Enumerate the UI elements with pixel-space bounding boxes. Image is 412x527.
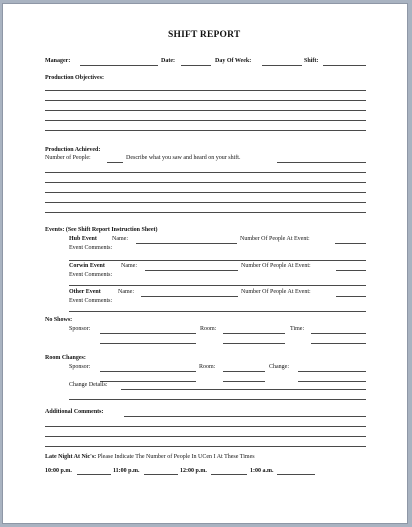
hub-name-field[interactable] [136,243,237,244]
hub-name-label: Name: [112,236,128,242]
change-details-field-2[interactable] [69,399,366,400]
achieved-line[interactable] [45,212,366,213]
hub-comments-field[interactable] [69,260,366,261]
no-shows-sponsor-label: Sponsor: [69,326,91,332]
page-title: SHIFT REPORT [168,30,241,40]
no-shows-time-field-2[interactable] [311,343,366,344]
no-shows-time-field[interactable] [311,333,366,334]
other-number-label: Number Of People At Event: [241,289,311,295]
objectives-line[interactable] [45,90,366,91]
corwin-number-field[interactable] [336,270,366,271]
achieved-line[interactable] [45,202,366,203]
report-page [2,3,408,524]
date-field[interactable] [181,65,211,66]
no-shows-room-field[interactable] [223,333,285,334]
additional-comments-label: Additional Comments: [45,409,104,415]
time-11pm-field[interactable] [144,474,178,475]
achieved-line[interactable] [45,172,366,173]
other-comments-label: Event Comments: [69,298,113,304]
day-of-week-field[interactable] [262,65,302,66]
achieved-line[interactable] [45,182,366,183]
no-shows-room-field-2[interactable] [223,343,285,344]
date-label: Date: [161,58,175,64]
change-details-label: Change Details: [69,382,108,388]
hub-number-label: Number Of People At Event: [240,236,310,242]
additional-comments-line[interactable] [45,446,366,447]
additional-comments-field[interactable] [124,416,366,417]
room-changes-sponsor-field[interactable] [100,371,196,372]
room-changes-room-field-2[interactable] [223,381,265,382]
room-changes-label: Room Changes: [45,355,86,361]
late-night-label: Late Night At Nic's: [45,454,97,460]
events-label: Events: (See Shift Report Instruction Sheet) [45,227,158,233]
room-changes-room-label: Room: [199,364,216,370]
corwin-name-label: Name: [121,263,137,269]
objectives-line[interactable] [45,110,366,111]
time-1am-label: 1:00 a.m. [250,468,274,474]
room-changes-sponsor-label: Sponsor: [69,364,91,370]
describe-shift-label: Describe what you saw and heard on your shift. [126,155,241,161]
room-changes-sponsor-field-2[interactable] [100,381,196,382]
time-12pm-field[interactable] [211,474,247,475]
objectives-line[interactable] [45,100,366,101]
other-name-label: Name: [118,289,134,295]
no-shows-label: No Shows: [45,317,73,323]
time-12pm-label: 12:00 p.m. [180,468,207,474]
shift-field[interactable] [323,65,366,66]
hub-number-field[interactable] [335,243,366,244]
late-night-row [45,454,255,460]
time-10pm-field[interactable] [77,474,111,475]
production-objectives-label: Production Objectives: [45,75,105,81]
number-of-people-label: Number of People: [45,155,91,161]
achieved-line[interactable] [45,192,366,193]
hub-comments-label: Event Comments: [69,245,113,251]
objectives-line[interactable] [45,130,366,131]
other-number-field[interactable] [336,296,366,297]
corwin-comments-field[interactable] [69,285,366,286]
other-comments-field[interactable] [69,311,366,312]
no-shows-sponsor-field[interactable] [100,333,196,334]
room-changes-room-field[interactable] [223,371,265,372]
objectives-line[interactable] [45,120,366,121]
change-details-field[interactable] [121,389,366,390]
corwin-name-field[interactable] [145,270,238,271]
shift-label: Shift: [304,58,319,64]
late-night-instruction: Please Indicate The Number of People In UCen I At These Times [97,454,255,460]
no-shows-room-label: Room: [200,326,217,332]
manager-label: Manager: [45,58,71,64]
additional-comments-line[interactable] [45,426,366,427]
day-of-week-label: Day Of Week: [215,58,252,64]
number-of-people-field[interactable] [107,162,123,163]
production-achieved-label: Production Achieved: [45,147,101,153]
corwin-event-label: Corwin Event [69,263,105,269]
time-10pm-label: 10:00 p.m. [45,468,72,474]
time-11pm-label: 11:00 p.m. [113,468,140,474]
hub-event-label: Hub Event [69,236,97,242]
other-event-label: Other Event [69,289,101,295]
no-shows-sponsor-field-2[interactable] [100,343,196,344]
manager-field[interactable] [80,65,158,66]
time-1am-field[interactable] [277,474,315,475]
other-name-field[interactable] [141,296,238,297]
room-changes-change-field[interactable] [298,371,366,372]
additional-comments-line[interactable] [45,436,366,437]
corwin-comments-label: Event Comments: [69,272,113,278]
room-changes-change-field-2[interactable] [298,381,366,382]
room-changes-change-label: Change: [269,364,289,370]
describe-shift-field[interactable] [277,162,366,163]
corwin-number-label: Number Of People At Event: [241,263,311,269]
no-shows-time-label: Time: [290,326,305,332]
